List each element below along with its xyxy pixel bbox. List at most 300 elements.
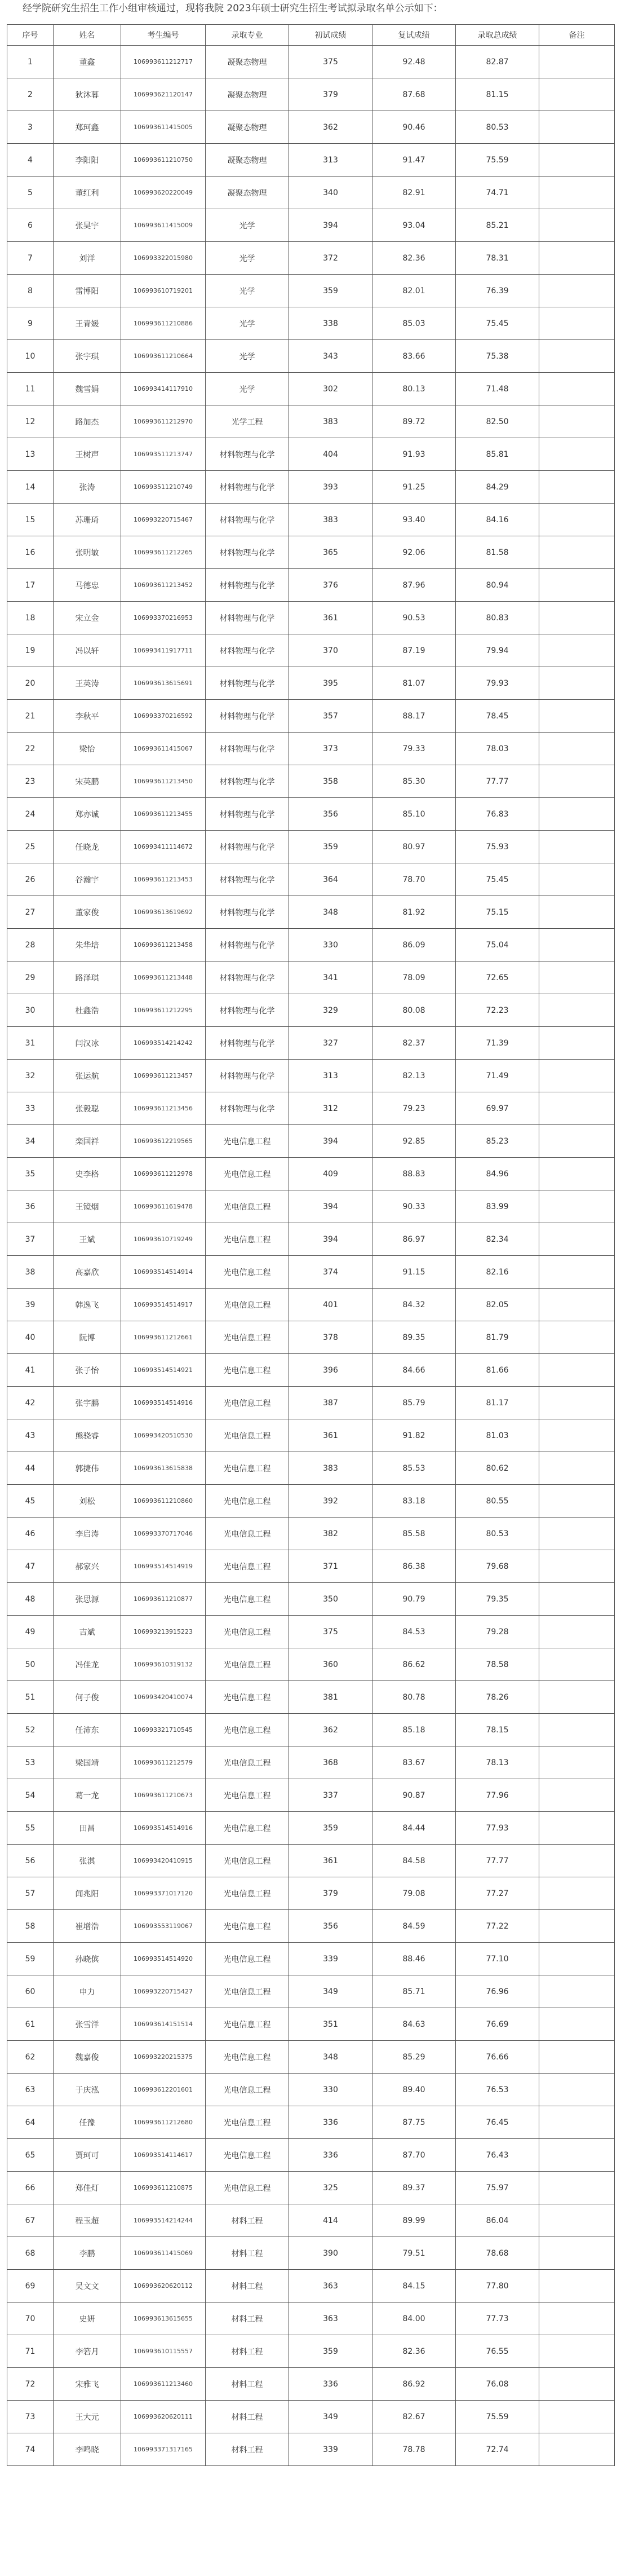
retest-score-cell: 93.40 [372, 504, 456, 536]
exam-id-cell: 106993611213458 [121, 929, 206, 961]
index-cell: 43 [7, 1419, 54, 1452]
remark-cell [539, 1845, 615, 1877]
name-cell: 李阳阳 [54, 144, 121, 177]
index-cell: 58 [7, 1910, 54, 1943]
name-cell: 刘洋 [54, 242, 121, 275]
total-score-cell: 75.59 [456, 144, 539, 177]
remark-cell [539, 1583, 615, 1616]
index-cell: 54 [7, 1779, 54, 1812]
remark-cell [539, 373, 615, 405]
name-cell: 任豫 [54, 2106, 121, 2139]
remark-cell [539, 242, 615, 275]
total-score-cell: 75.15 [456, 896, 539, 929]
name-cell: 申力 [54, 1975, 121, 2008]
exam-id-cell: 106993610115557 [121, 2335, 206, 2368]
total-score-cell: 82.87 [456, 46, 539, 78]
total-score-cell: 76.43 [456, 2139, 539, 2172]
major-cell: 材料物理与化学 [206, 831, 289, 863]
table-row [7, 1158, 615, 1190]
total-score-cell: 81.17 [456, 1387, 539, 1419]
retest-score-cell: 92.48 [372, 46, 456, 78]
major-cell: 光电信息工程 [206, 1714, 289, 1746]
name-cell: 魏雪娟 [54, 373, 121, 405]
remark-cell [539, 1223, 615, 1256]
prelim-score-cell: 336 [289, 2139, 372, 2172]
table-row [7, 177, 615, 209]
header-major: 录取专业 [206, 25, 289, 46]
remark-cell [539, 667, 615, 700]
name-cell: 董红利 [54, 177, 121, 209]
name-cell: 闻兆阳 [54, 1877, 121, 1910]
prelim-score-cell: 371 [289, 1550, 372, 1583]
prelim-score-cell: 350 [289, 1583, 372, 1616]
name-cell: 张思源 [54, 1583, 121, 1616]
index-cell: 48 [7, 1583, 54, 1616]
retest-score-cell: 87.75 [372, 2106, 456, 2139]
prelim-score-cell: 302 [289, 373, 372, 405]
index-cell: 3 [7, 111, 54, 144]
major-cell: 材料物理与化学 [206, 438, 289, 471]
index-cell: 66 [7, 2172, 54, 2204]
major-cell: 光电信息工程 [206, 2041, 289, 2074]
retest-score-cell: 78.09 [372, 961, 456, 994]
index-cell: 72 [7, 2368, 54, 2401]
prelim-score-cell: 359 [289, 831, 372, 863]
exam-id-cell: 106993611212978 [121, 1158, 206, 1190]
name-cell: 谷瀚宇 [54, 863, 121, 896]
retest-score-cell: 86.09 [372, 929, 456, 961]
index-cell: 16 [7, 536, 54, 569]
index-cell: 35 [7, 1158, 54, 1190]
total-score-cell: 86.04 [456, 2204, 539, 2237]
retest-score-cell: 79.33 [372, 733, 456, 765]
major-cell: 材料物理与化学 [206, 798, 289, 831]
table-row [7, 602, 615, 634]
remark-cell [539, 2074, 615, 2106]
total-score-cell: 78.26 [456, 1681, 539, 1714]
retest-score-cell: 82.67 [372, 2401, 456, 2433]
retest-score-cell: 85.79 [372, 1387, 456, 1419]
major-cell: 光电信息工程 [206, 1648, 289, 1681]
major-cell: 光学工程 [206, 405, 289, 438]
major-cell: 光电信息工程 [206, 1354, 289, 1387]
total-score-cell: 76.08 [456, 2368, 539, 2401]
remark-cell [539, 405, 615, 438]
total-score-cell: 75.93 [456, 831, 539, 863]
prelim-score-cell: 375 [289, 1616, 372, 1648]
table-row [7, 765, 615, 798]
total-score-cell: 75.45 [456, 307, 539, 340]
prelim-score-cell: 361 [289, 1419, 372, 1452]
major-cell: 材料工程 [206, 2237, 289, 2270]
name-cell: 梁国靖 [54, 1746, 121, 1779]
exam-id-cell: 106993611213456 [121, 1092, 206, 1125]
name-cell: 郭捷伟 [54, 1452, 121, 1485]
retest-score-cell: 87.96 [372, 569, 456, 602]
remark-cell [539, 733, 615, 765]
prelim-score-cell: 348 [289, 2041, 372, 2074]
major-cell: 光学 [206, 242, 289, 275]
major-cell: 光电信息工程 [206, 1321, 289, 1354]
prelim-score-cell: 358 [289, 765, 372, 798]
prelim-score-cell: 383 [289, 1452, 372, 1485]
major-cell: 材料物理与化学 [206, 471, 289, 504]
total-score-cell: 75.04 [456, 929, 539, 961]
exam-id-cell: 106993514514920 [121, 1943, 206, 1975]
retest-score-cell: 82.36 [372, 2335, 456, 2368]
table-row [7, 2008, 615, 2041]
remark-cell [539, 2106, 615, 2139]
major-cell: 光电信息工程 [206, 2074, 289, 2106]
table-row [7, 1354, 615, 1387]
prelim-score-cell: 368 [289, 1746, 372, 1779]
table-row [7, 1485, 615, 1518]
exam-id-cell: 106993613615655 [121, 2302, 206, 2335]
major-cell: 材料工程 [206, 2433, 289, 2466]
remark-cell [539, 2335, 615, 2368]
retest-score-cell: 82.36 [372, 242, 456, 275]
prelim-score-cell: 340 [289, 177, 372, 209]
remark-cell [539, 307, 615, 340]
exam-id-cell: 106993611213452 [121, 569, 206, 602]
intro-text: 经学院研究生招生工作小组审核通过，现将我院 2023年硕士研究生招生考试拟录取名单公示如下： [23, 3, 443, 14]
remark-cell [539, 1387, 615, 1419]
retest-score-cell: 85.18 [372, 1714, 456, 1746]
major-cell: 材料物理与化学 [206, 863, 289, 896]
exam-id-cell: 106993611212680 [121, 2106, 206, 2139]
exam-id-cell: 106993611210750 [121, 144, 206, 177]
prelim-score-cell: 360 [289, 1648, 372, 1681]
retest-score-cell: 89.35 [372, 1321, 456, 1354]
prelim-score-cell: 338 [289, 307, 372, 340]
prelim-score-cell: 363 [289, 2270, 372, 2302]
exam-id-cell: 106993611415009 [121, 209, 206, 242]
retest-score-cell: 84.53 [372, 1616, 456, 1648]
name-cell: 田昌 [54, 1812, 121, 1845]
prelim-score-cell: 396 [289, 1354, 372, 1387]
total-score-cell: 81.58 [456, 536, 539, 569]
prelim-score-cell: 362 [289, 1714, 372, 1746]
remark-cell [539, 1256, 615, 1289]
name-cell: 王英涛 [54, 667, 121, 700]
index-cell: 6 [7, 209, 54, 242]
exam-id-cell: 106993613619692 [121, 896, 206, 929]
exam-id-cell: 106993611210673 [121, 1779, 206, 1812]
index-cell: 7 [7, 242, 54, 275]
name-cell: 何子俊 [54, 1681, 121, 1714]
name-cell: 路泽琪 [54, 961, 121, 994]
table-row [7, 1975, 615, 2008]
table-row [7, 1321, 615, 1354]
prelim-score-cell: 341 [289, 961, 372, 994]
table-row [7, 1387, 615, 1419]
major-cell: 光学 [206, 340, 289, 373]
exam-id-cell: 106993620620111 [121, 2401, 206, 2433]
major-cell: 光电信息工程 [206, 1550, 289, 1583]
index-cell: 60 [7, 1975, 54, 2008]
header-row [7, 25, 615, 46]
retest-score-cell: 89.37 [372, 2172, 456, 2204]
retest-score-cell: 89.72 [372, 405, 456, 438]
name-cell: 苏珊琦 [54, 504, 121, 536]
prelim-score-cell: 365 [289, 536, 372, 569]
prelim-score-cell: 363 [289, 2302, 372, 2335]
table-row [7, 667, 615, 700]
index-cell: 74 [7, 2433, 54, 2466]
exam-id-cell: 106993411114672 [121, 831, 206, 863]
total-score-cell: 79.68 [456, 1550, 539, 1583]
table-row [7, 438, 615, 471]
major-cell: 材料物理与化学 [206, 602, 289, 634]
major-cell: 光电信息工程 [206, 1256, 289, 1289]
name-cell: 董鑫 [54, 46, 121, 78]
retest-score-cell: 86.62 [372, 1648, 456, 1681]
remark-cell [539, 1092, 615, 1125]
total-score-cell: 79.93 [456, 667, 539, 700]
prelim-score-cell: 313 [289, 144, 372, 177]
total-score-cell: 80.83 [456, 602, 539, 634]
prelim-score-cell: 362 [289, 111, 372, 144]
major-cell: 材料物理与化学 [206, 504, 289, 536]
name-cell: 李秋平 [54, 700, 121, 733]
remark-cell [539, 896, 615, 929]
table-row [7, 2368, 615, 2401]
prelim-score-cell: 394 [289, 1223, 372, 1256]
name-cell: 王青媛 [54, 307, 121, 340]
major-cell: 光电信息工程 [206, 1387, 289, 1419]
total-score-cell: 81.15 [456, 78, 539, 111]
retest-score-cell: 91.93 [372, 438, 456, 471]
major-cell: 材料工程 [206, 2204, 289, 2237]
major-cell: 光电信息工程 [206, 2172, 289, 2204]
name-cell: 梁怡 [54, 733, 121, 765]
total-score-cell: 83.99 [456, 1190, 539, 1223]
header-total-score: 录取总成绩 [456, 25, 539, 46]
table-row [7, 2401, 615, 2433]
table-row [7, 1616, 615, 1648]
retest-score-cell: 84.58 [372, 1845, 456, 1877]
major-cell: 光电信息工程 [206, 1877, 289, 1910]
major-cell: 材料工程 [206, 2401, 289, 2433]
remark-cell [539, 2368, 615, 2401]
remark-cell [539, 1289, 615, 1321]
total-score-cell: 78.03 [456, 733, 539, 765]
total-score-cell: 78.13 [456, 1746, 539, 1779]
total-score-cell: 84.29 [456, 471, 539, 504]
name-cell: 王镜烟 [54, 1190, 121, 1223]
retest-score-cell: 84.59 [372, 1910, 456, 1943]
admission-table [7, 24, 615, 2466]
prelim-score-cell: 382 [289, 1518, 372, 1550]
index-cell: 12 [7, 405, 54, 438]
table-row [7, 2433, 615, 2466]
total-score-cell: 77.10 [456, 1943, 539, 1975]
table-row [7, 569, 615, 602]
retest-score-cell: 85.03 [372, 307, 456, 340]
prelim-score-cell: 383 [289, 405, 372, 438]
total-score-cell: 79.28 [456, 1616, 539, 1648]
table-row [7, 111, 615, 144]
exam-id-cell: 106993611210886 [121, 307, 206, 340]
prelim-score-cell: 394 [289, 1190, 372, 1223]
remark-cell [539, 2008, 615, 2041]
prelim-score-cell: 348 [289, 896, 372, 929]
index-cell: 8 [7, 275, 54, 307]
table-row [7, 209, 615, 242]
total-score-cell: 71.49 [456, 1060, 539, 1092]
remark-cell [539, 2139, 615, 2172]
table-row [7, 2335, 615, 2368]
total-score-cell: 75.38 [456, 340, 539, 373]
prelim-score-cell: 393 [289, 471, 372, 504]
prelim-score-cell: 383 [289, 504, 372, 536]
table-row [7, 1779, 615, 1812]
index-cell: 37 [7, 1223, 54, 1256]
retest-score-cell: 90.87 [372, 1779, 456, 1812]
name-cell: 宋英鹏 [54, 765, 121, 798]
remark-cell [539, 700, 615, 733]
index-cell: 15 [7, 504, 54, 536]
major-cell: 凝聚态物理 [206, 144, 289, 177]
retest-score-cell: 91.15 [372, 1256, 456, 1289]
major-cell: 光电信息工程 [206, 1812, 289, 1845]
table-row [7, 863, 615, 896]
remark-cell [539, 2401, 615, 2433]
total-score-cell: 72.74 [456, 2433, 539, 2466]
index-cell: 49 [7, 1616, 54, 1648]
total-score-cell: 85.21 [456, 209, 539, 242]
name-cell: 孙晓傧 [54, 1943, 121, 1975]
retest-score-cell: 85.30 [372, 765, 456, 798]
prelim-score-cell: 414 [289, 2204, 372, 2237]
exam-id-cell: 106993321710545 [121, 1714, 206, 1746]
remark-cell [539, 2172, 615, 2204]
retest-score-cell: 90.33 [372, 1190, 456, 1223]
major-cell: 材料工程 [206, 2270, 289, 2302]
prelim-score-cell: 395 [289, 667, 372, 700]
remark-cell [539, 1125, 615, 1158]
remark-cell [539, 1027, 615, 1060]
exam-id-cell: 106993220715427 [121, 1975, 206, 2008]
retest-score-cell: 88.46 [372, 1943, 456, 1975]
table-row [7, 275, 615, 307]
total-score-cell: 77.77 [456, 1845, 539, 1877]
retest-score-cell: 88.17 [372, 700, 456, 733]
index-cell: 42 [7, 1387, 54, 1419]
remark-cell [539, 1910, 615, 1943]
exam-id-cell: 106993611210860 [121, 1485, 206, 1518]
exam-id-cell: 106993213915223 [121, 1616, 206, 1648]
retest-score-cell: 84.44 [372, 1812, 456, 1845]
index-cell: 62 [7, 2041, 54, 2074]
exam-id-cell: 106993611415069 [121, 2237, 206, 2270]
prelim-score-cell: 356 [289, 1910, 372, 1943]
total-score-cell: 77.93 [456, 1812, 539, 1845]
table-row [7, 2041, 615, 2074]
name-cell: 杜鑫浩 [54, 994, 121, 1027]
name-cell: 李箬月 [54, 2335, 121, 2368]
exam-id-cell: 106993613615691 [121, 667, 206, 700]
exam-id-cell: 106993514514916 [121, 1812, 206, 1845]
remark-cell [539, 144, 615, 177]
total-score-cell: 81.03 [456, 1419, 539, 1452]
retest-score-cell: 84.15 [372, 2270, 456, 2302]
major-cell: 凝聚态物理 [206, 46, 289, 78]
exam-id-cell: 106993511213747 [121, 438, 206, 471]
retest-score-cell: 82.37 [372, 1027, 456, 1060]
index-cell: 44 [7, 1452, 54, 1485]
index-cell: 4 [7, 144, 54, 177]
index-cell: 25 [7, 831, 54, 863]
name-cell: 魏嘉俊 [54, 2041, 121, 2074]
remark-cell [539, 863, 615, 896]
table-row [7, 1583, 615, 1616]
prelim-score-cell: 404 [289, 438, 372, 471]
index-cell: 53 [7, 1746, 54, 1779]
exam-id-cell: 106993514214244 [121, 2204, 206, 2237]
remark-cell [539, 961, 615, 994]
table-row [7, 2139, 615, 2172]
name-cell: 张毅聪 [54, 1092, 121, 1125]
index-cell: 71 [7, 2335, 54, 2368]
name-cell: 任沛东 [54, 1714, 121, 1746]
remark-cell [539, 438, 615, 471]
name-cell: 冯以轩 [54, 634, 121, 667]
total-score-cell: 77.80 [456, 2270, 539, 2302]
remark-cell [539, 1877, 615, 1910]
retest-score-cell: 83.67 [372, 1746, 456, 1779]
index-cell: 36 [7, 1190, 54, 1223]
retest-score-cell: 86.38 [372, 1550, 456, 1583]
name-cell: 路加杰 [54, 405, 121, 438]
table-row [7, 1452, 615, 1485]
major-cell: 光电信息工程 [206, 1779, 289, 1812]
exam-id-cell: 106993511210749 [121, 471, 206, 504]
name-cell: 史李格 [54, 1158, 121, 1190]
table-row [7, 144, 615, 177]
total-score-cell: 77.77 [456, 765, 539, 798]
retest-score-cell: 80.08 [372, 994, 456, 1027]
prelim-score-cell: 379 [289, 78, 372, 111]
name-cell: 冯佳龙 [54, 1648, 121, 1681]
name-cell: 张雪洋 [54, 2008, 121, 2041]
exam-id-cell: 106993514514916 [121, 1387, 206, 1419]
retest-score-cell: 86.92 [372, 2368, 456, 2401]
prelim-score-cell: 394 [289, 1125, 372, 1158]
total-score-cell: 76.45 [456, 2106, 539, 2139]
table-row [7, 373, 615, 405]
retest-score-cell: 83.18 [372, 1485, 456, 1518]
remark-cell [539, 798, 615, 831]
name-cell: 史妍 [54, 2302, 121, 2335]
index-cell: 24 [7, 798, 54, 831]
total-score-cell: 77.96 [456, 1779, 539, 1812]
index-cell: 73 [7, 2401, 54, 2433]
index-cell: 2 [7, 78, 54, 111]
total-score-cell: 80.94 [456, 569, 539, 602]
table-row [7, 994, 615, 1027]
retest-score-cell: 81.07 [372, 667, 456, 700]
index-cell: 19 [7, 634, 54, 667]
name-cell: 张运航 [54, 1060, 121, 1092]
index-cell: 67 [7, 2204, 54, 2237]
retest-score-cell: 78.78 [372, 2433, 456, 2466]
name-cell: 董家俊 [54, 896, 121, 929]
retest-score-cell: 91.25 [372, 471, 456, 504]
table-row [7, 1681, 615, 1714]
name-cell: 程玉超 [54, 2204, 121, 2237]
prelim-score-cell: 392 [289, 1485, 372, 1518]
